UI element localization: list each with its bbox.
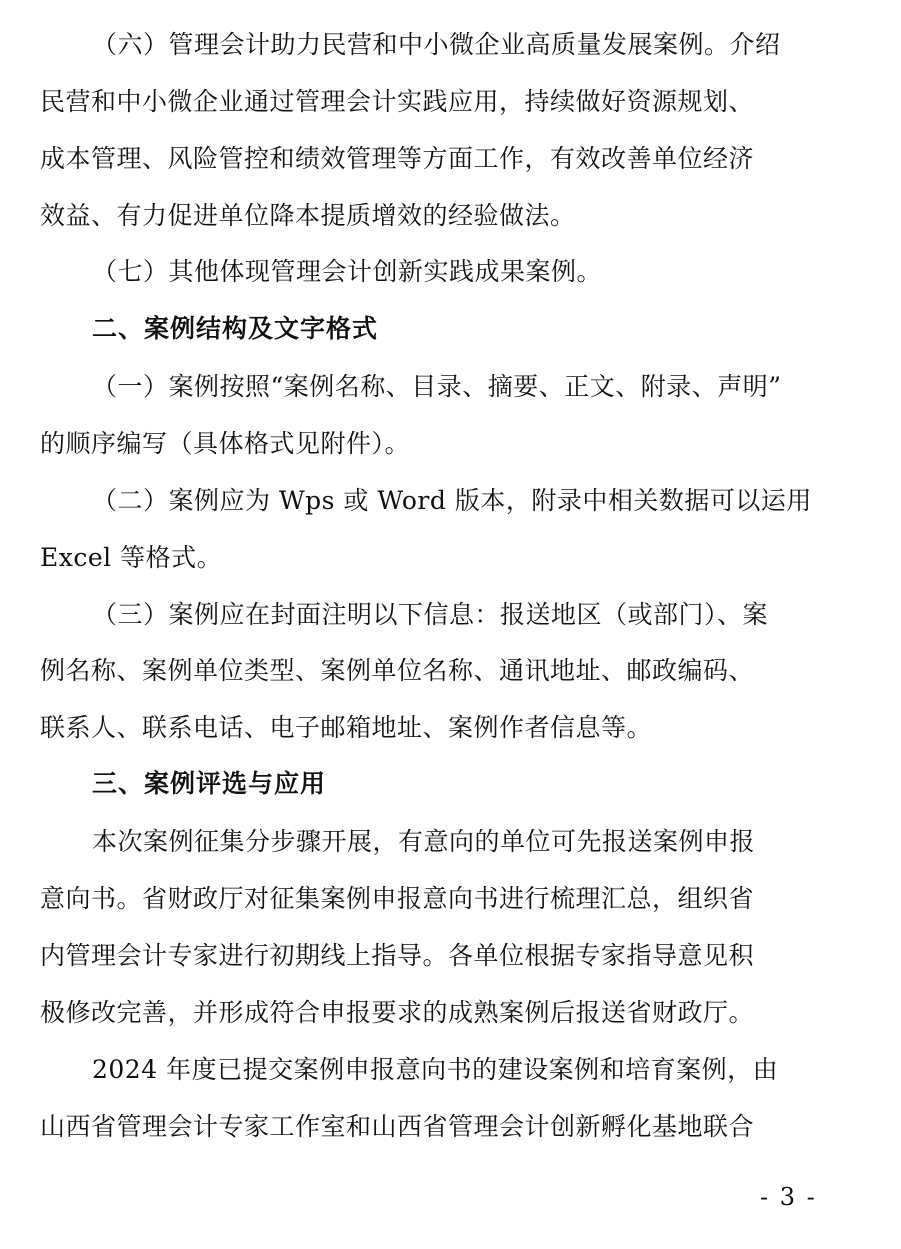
paragraph-selection-line-1: 本次案例征集分步骤开展，有意向的单位可先报送案例申报 [92,827,756,856]
item-one-line-2: 的顺序编写（具体格式见附件）。 [40,429,411,458]
page-number: - 3 - [760,1183,817,1211]
item-three-line-2: 例名称、案例单位类型、案例单位名称、通讯地址、邮政编码、 [40,656,755,685]
item-three-line-3: 联系人、联系电话、电子邮箱地址、案例作者信息等。 [40,713,653,742]
paragraph-six-line-3: 成本管理、风险管控和绩效管理等方面工作，有效改善单位经济 [40,144,755,173]
paragraph-selection-line-4: 极修改完善，并形成符合申报要求的成熟案例后报送省财政厅。 [40,998,755,1027]
paragraph-2024-line-1: 2024 年度已提交案例申报意向书的建设案例和培育案例，由 [92,1055,779,1084]
section-heading-two: 二、案例结构及文字格式 [92,314,379,343]
paragraph-selection-line-3: 内管理会计专家进行初期线上指导。各单位根据专家指导意见积 [40,941,755,970]
item-one-line-1: （一）案例按照“案例名称、目录、摘要、正文、附录、声明” [92,372,782,401]
paragraph-selection-line-2: 意向书。省财政厅对征集案例申报意向书进行梳理汇总，组织省 [40,884,755,913]
item-two-line-2: Excel 等格式。 [40,543,223,572]
paragraph-2024-line-2: 山西省管理会计专家工作室和山西省管理会计创新孵化基地联合 [40,1112,755,1141]
item-two-line-1: （二）案例应为 Wps 或 Word 版本，附录中相关数据可以运用 [92,486,812,515]
paragraph-six-line-1: （六）管理会计助力民营和中小微企业高质量发展案例。介绍 [92,30,781,59]
paragraph-six-line-2: 民营和中小微企业通过管理会计实践应用，持续做好资源规划、 [40,87,755,116]
item-three-line-1: （三）案例应在封面注明以下信息：报送地区（或部门）、案 [92,600,769,629]
section-heading-three: 三、案例评选与应用 [92,769,327,798]
paragraph-seven: （七）其他体现管理会计创新实践成果案例。 [92,257,603,286]
paragraph-six-line-4: 效益、有力促进单位降本提质增效的经验做法。 [40,201,576,230]
